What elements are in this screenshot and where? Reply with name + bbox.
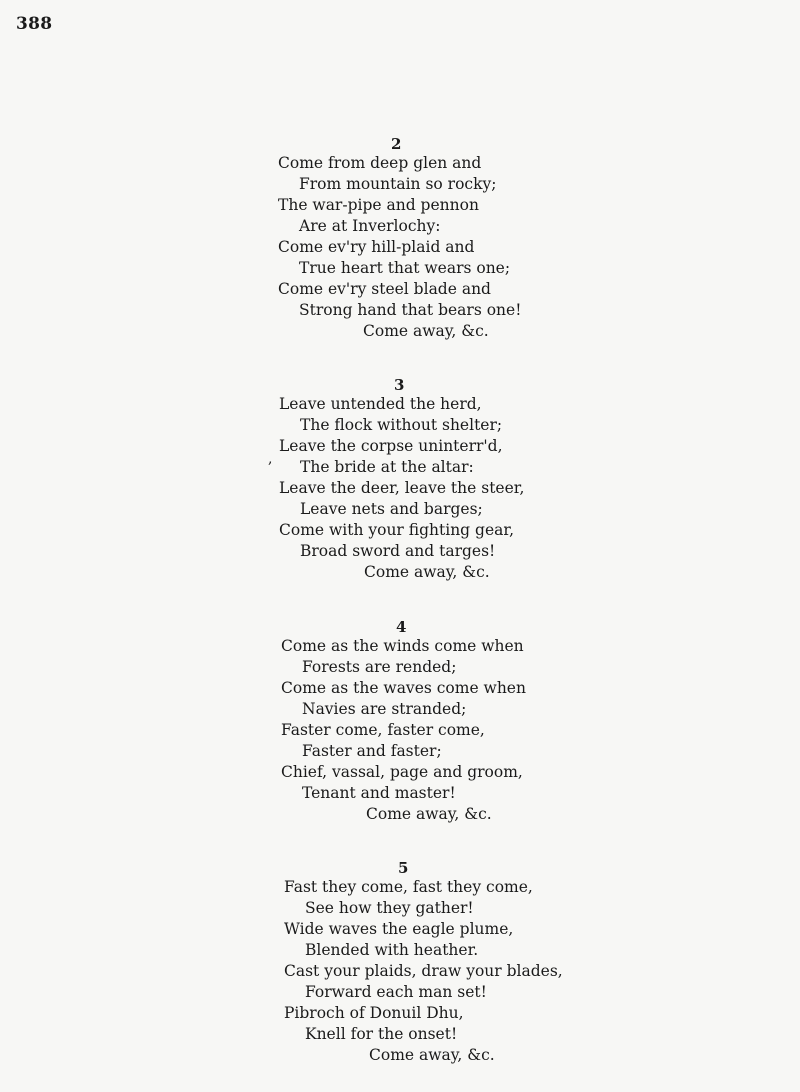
stanza-number: 3 xyxy=(394,376,405,394)
refrain-line: Come away, &c. xyxy=(364,563,490,581)
verse-line: Come as the winds come when xyxy=(281,637,524,655)
verse-line: Navies are stranded; xyxy=(302,700,467,718)
verse-line: Tenant and master! xyxy=(302,784,456,802)
stanza-number: 5 xyxy=(398,859,409,877)
verse-line: Are at Inverlochy: xyxy=(299,217,441,235)
verse-line: Come from deep glen and xyxy=(278,154,482,172)
stanza-5 xyxy=(284,859,604,1066)
verse-line: Pibroch of Donuil Dhu, xyxy=(284,1004,464,1022)
verse-line: See how they gather! xyxy=(305,899,474,917)
verse-line: Wide waves the eagle plume, xyxy=(284,920,514,938)
verse-line: From mountain so rocky; xyxy=(299,175,497,193)
verse-line: Leave untended the herd, xyxy=(279,395,482,413)
verse-line: True heart that wears one; xyxy=(299,259,511,277)
verse-line: Forward each man set! xyxy=(305,983,487,1001)
stanza-number: 2 xyxy=(391,135,402,153)
refrain-line: Come away, &c. xyxy=(366,805,492,823)
verse-line: Come with your fighting gear, xyxy=(279,521,514,539)
refrain-line: Come away, &c. xyxy=(369,1046,495,1064)
stanza-number: 4 xyxy=(396,618,407,636)
stanza-2 xyxy=(278,135,598,342)
verse-line: Leave the deer, leave the steer, xyxy=(279,479,525,497)
page-number: 388 xyxy=(16,14,53,34)
verse-line: The flock without shelter; xyxy=(300,416,503,434)
verse-line: Knell for the onset! xyxy=(305,1025,458,1043)
verse-line: Forests are rended; xyxy=(302,658,457,676)
verse-line: The war-pipe and pennon xyxy=(278,196,479,214)
verse-line: Leave nets and barges; xyxy=(300,500,483,518)
stanza-4 xyxy=(281,618,601,825)
verse-line: Faster come, faster come, xyxy=(281,721,485,739)
verse-line: The bride at the altar: xyxy=(300,458,474,476)
verse-line: Come as the waves come when xyxy=(281,679,526,697)
verse-line: Chief, vassal, page and groom, xyxy=(281,763,523,781)
refrain-line: Come away, &c. xyxy=(363,322,489,340)
verse-line: Fast they come, fast they come, xyxy=(284,878,533,896)
verse-line: Faster and faster; xyxy=(302,742,442,760)
verse-line: Come ev'ry steel blade and xyxy=(278,280,491,298)
stray-ink-mark: , xyxy=(268,451,273,467)
stanza-3 xyxy=(279,376,599,583)
verse-line: Cast your plaids, draw your blades, xyxy=(284,962,563,980)
verse-line: Leave the corpse uninterr'd, xyxy=(279,437,503,455)
verse-line: Broad sword and targes! xyxy=(300,542,496,560)
verse-line: Come ev'ry hill-plaid and xyxy=(278,238,475,256)
verse-line: Blended with heather. xyxy=(305,941,479,959)
verse-line: Strong hand that bears one! xyxy=(299,301,522,319)
